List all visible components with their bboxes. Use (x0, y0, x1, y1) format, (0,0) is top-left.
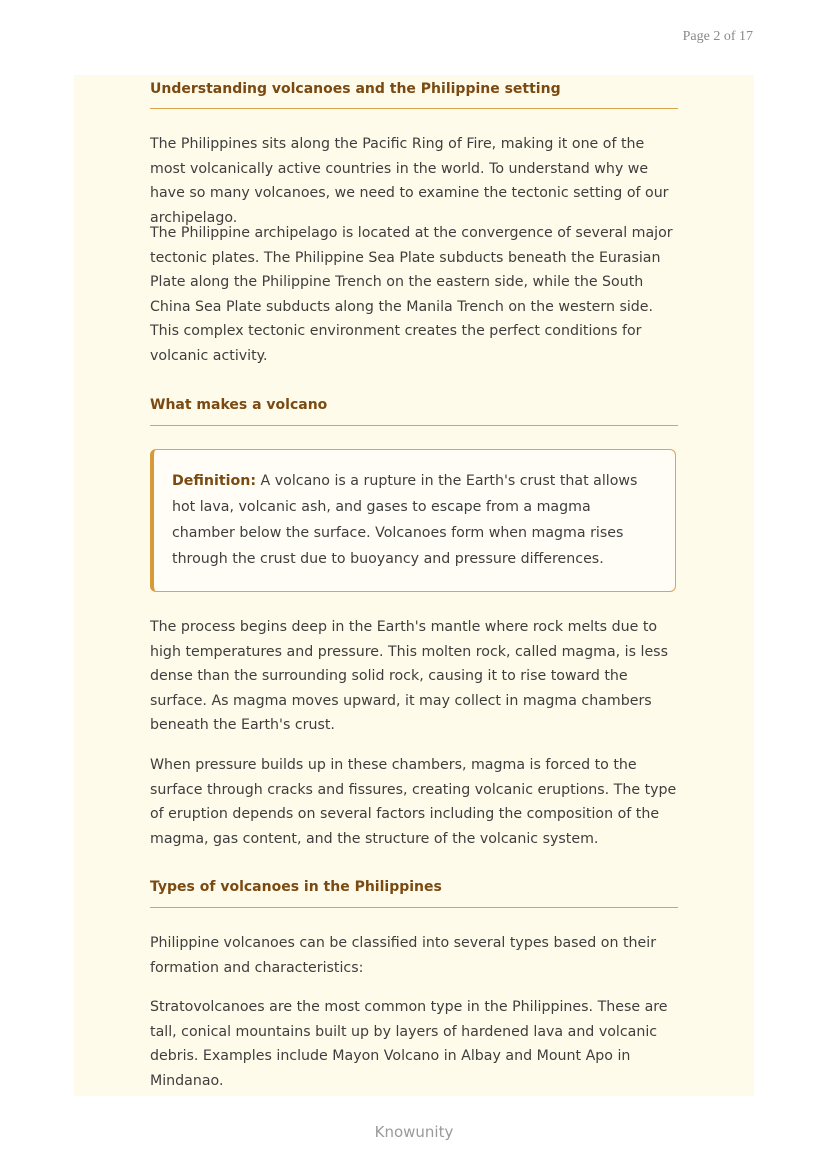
paragraph: When pressure builds up in these chambers, magma is forced to the surface through cracks and fissures, creating volcanic eruptions. The type of eruption depends on several factors including the composition of the magma, gas content, and the structure of the volcanic system. (150, 757, 677, 847)
section-heading-types: Types of volcanoes in the Philippines (150, 879, 442, 895)
paragraph: The process begins deep in the Earth's mantle where rock melts due to high temperatures and pressure. This molten rock, called magma, is less dense than the surrounding solid rock, causing it to rise toward the surface. As magma moves upward, it may collect in magma chambers beneath the Earth's crust. (150, 619, 668, 733)
heading-divider (150, 907, 678, 908)
section-heading-what-makes: What makes a volcano (150, 397, 328, 413)
section-heading-setting: Understanding volcanoes and the Philippine setting (150, 81, 561, 97)
heading-divider (150, 108, 678, 109)
page-indicator: Page 2 of 17 (682, 29, 753, 44)
definition-box (150, 449, 676, 592)
document-page (74, 75, 754, 1096)
definition-label: Definition: (172, 473, 257, 489)
heading-divider (150, 425, 678, 426)
paragraph: Stratovolcanoes are the most common type in the Philippines. These are tall, conical mountains built up by layers of hardened lava and volcanic debris. Examples include Mayon Volcano in Albay and Mount Apo in Mindanao. (150, 999, 668, 1089)
definition-text: Definition: A volcano is a rupture in the Earth's crust that allows hot lava, volcanic ash, and gases to escape from a magma chamber below the surface. Volcanoes form when magma rises through the crust due to buoyancy and pressure differences. (172, 473, 638, 567)
paragraph: The Philippines sits along the Pacific Ring of Fire, making it one of the most volcanically active countries in the world. To understand why we have so many volcanoes, we need to examine the tectonic setting of our archipelago. (150, 136, 669, 226)
footer-brand: Knowunity (374, 1123, 454, 1141)
paragraph: The Philippine archipelago is located at the convergence of several major tectonic plates. The Philippine Sea Plate subducts beneath the Eurasian Plate along the Philippine Trench on the eastern side, while the South China Sea Plate subducts along the Manila Trench on the western side. This complex tectonic environment creates the perfect conditions for volcanic activity. (150, 225, 673, 364)
paragraph: Philippine volcanoes can be classified into several types based on their formation and characteristics: (150, 935, 657, 976)
